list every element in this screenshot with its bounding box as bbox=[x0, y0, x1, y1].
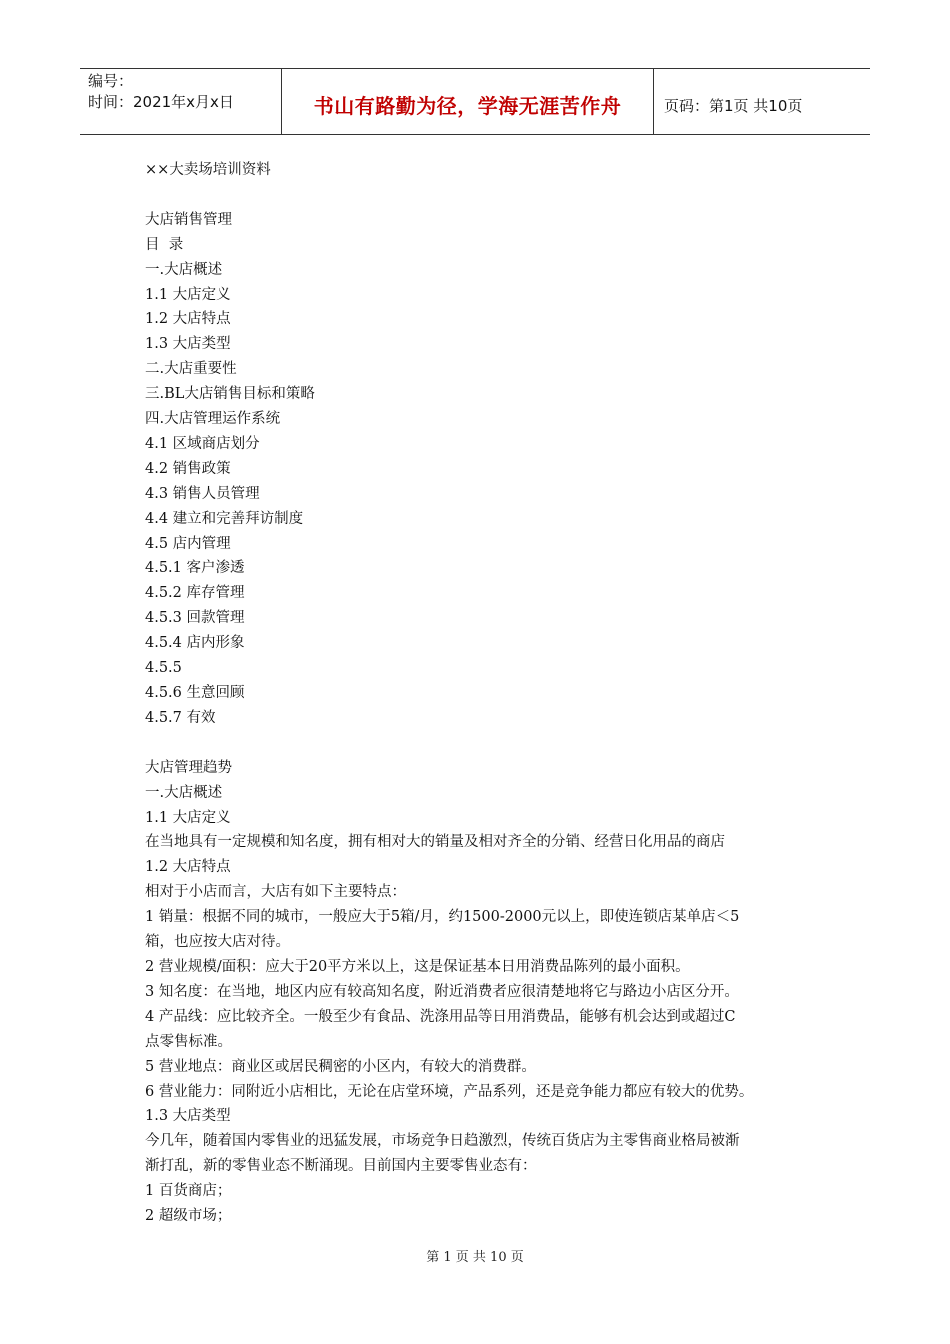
text-line: 1 百货商店； bbox=[145, 1183, 232, 1200]
text-line: 4.5.7 有效 bbox=[145, 709, 216, 726]
document-number-label: 编号： bbox=[88, 72, 134, 90]
text-line: 1.3 大店类型 bbox=[145, 1108, 231, 1125]
text-line: 4.1 区域商店划分 bbox=[145, 435, 260, 452]
text-line: 4.4 建立和完善拜访制度 bbox=[145, 510, 304, 527]
text-line: 大店销售管理 bbox=[145, 211, 232, 228]
text-line: 1.3 大店类型 bbox=[145, 336, 231, 353]
text-line: 三.BL大店销售目标和策略 bbox=[145, 386, 315, 403]
text-line: 4.5.5 bbox=[145, 660, 182, 677]
text-line: 二.大店重要性 bbox=[145, 361, 237, 378]
header-motto: 书山有路勤为径，学海无涯苦作舟 bbox=[313, 94, 622, 118]
header-page-cell bbox=[654, 69, 870, 134]
text-line: 4.5.2 库存管理 bbox=[145, 585, 245, 602]
text-line: 相对于小店而言，大店有如下主要特点： bbox=[145, 884, 406, 901]
text-line: 四.大店管理运作系统 bbox=[145, 411, 281, 428]
text-line: 1.2 大店特点 bbox=[145, 859, 231, 876]
text-line: 2 营业规模/面积：应大于20平方米以上，这是保证基本日用消费品陈列的最小面积。 bbox=[145, 958, 690, 975]
header-meta-cell bbox=[80, 69, 282, 134]
text-line: 1.1 大店定义 bbox=[145, 809, 231, 826]
text-line: 4.2 销售政策 bbox=[145, 460, 231, 477]
text-line: 渐打乱，新的零售业态不断涌现。目前国内主要零售业态有： bbox=[145, 1158, 537, 1175]
text-line: 一.大店概述 bbox=[145, 784, 223, 801]
text-line: 4.5 店内管理 bbox=[145, 535, 231, 552]
text-line: 1.2 大店特点 bbox=[145, 311, 231, 328]
text-line: 1.1 大店定义 bbox=[145, 286, 231, 303]
text-line: 点零售标准。 bbox=[145, 1033, 232, 1050]
text-line: 6 营业能力：同附近小店相比，无论在店堂环境，产品系列，还是竞争能力都应有较大的优势。 bbox=[145, 1083, 754, 1100]
text-line: 4.5.6 生意回顾 bbox=[145, 685, 245, 702]
page-header bbox=[80, 68, 870, 135]
text-line: 3 知名度：在当地，地区内应有较高知名度，附近消费者应很清楚地将它与路边小店区分开。 bbox=[145, 983, 739, 1000]
text-line: 今几年，随着国内零售业的迅猛发展，市场竞争日趋激烈，传统百货店为主零售商业格局被渐 bbox=[145, 1133, 740, 1150]
page-footer bbox=[0, 1246, 950, 1265]
text-line: ××大卖场培训资料 bbox=[145, 162, 271, 178]
header-motto-cell bbox=[282, 69, 654, 134]
text-line: 4.5.3 回款管理 bbox=[145, 610, 245, 627]
text-line: 5 营业地点：商业区或居民稠密的小区内，有较大的消费群。 bbox=[145, 1058, 536, 1075]
blank-line bbox=[145, 731, 815, 756]
document-body bbox=[145, 158, 815, 1229]
document-time-label: 时间：2021年x月x日 bbox=[88, 93, 234, 111]
text-line: 1 销量：根据不同的城市，一般应大于5箱/月，约1500-2000元以上，即使连锁店某单店＜5 bbox=[145, 909, 740, 926]
text-line: 一.大店概述 bbox=[145, 261, 223, 278]
text-line: 大店管理趋势 bbox=[145, 759, 232, 776]
text-line: 目 录 bbox=[145, 236, 184, 253]
blank-line bbox=[145, 183, 815, 208]
text-line: 箱，也应按大店对待。 bbox=[145, 934, 290, 951]
header-page-number: 页码：第1页 共10页 bbox=[664, 97, 803, 115]
text-line: 4.3 销售人员管理 bbox=[145, 485, 260, 502]
text-line: 4 产品线：应比较齐全。一般至少有食品、洗涤用品等日用消费品，能够有机会达到或超过C bbox=[145, 1008, 736, 1025]
text-line: 4.5.4 店内形象 bbox=[145, 635, 245, 652]
text-line: 2 超级市场； bbox=[145, 1208, 232, 1225]
text-line: 4.5.1 客户渗透 bbox=[145, 560, 245, 577]
text-line: 在当地具有一定规模和知名度，拥有相对大的销量及相对齐全的分销、经营日化用品的商店 bbox=[145, 834, 725, 851]
footer-page-number: 第 1 页 共 10 页 bbox=[426, 1250, 524, 1265]
